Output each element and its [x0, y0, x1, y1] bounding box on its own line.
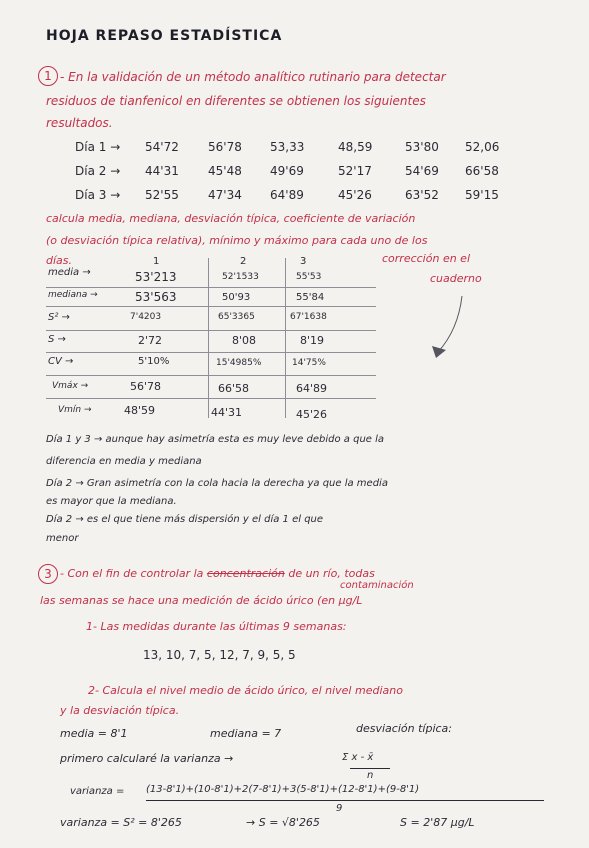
q3-mediana: mediana = 7 — [210, 727, 282, 740]
q3-varianza-intro: primero calcularé la varianza → — [60, 752, 234, 765]
table-cell: 56'78 — [130, 380, 162, 393]
day-1-value: 56'78 — [208, 140, 242, 154]
table-row-label: mediana → — [48, 290, 98, 300]
table-cell: 66'58 — [218, 382, 250, 395]
varianza-result: varianza = S² = 8'265 — [60, 816, 182, 829]
table-cell: 64'89 — [296, 382, 328, 395]
table-cell: 53'213 — [135, 270, 177, 284]
correction-note-line-1: corrección en el — [382, 252, 470, 265]
q1-statement-line-3: resultados. — [46, 116, 113, 130]
table-col-header: 2 — [240, 256, 247, 267]
table-row-label: CV → — [48, 356, 74, 367]
table-cell: 44'31 — [211, 406, 243, 419]
page-title: HOJA REPASO ESTADÍSTICA — [46, 28, 283, 44]
q1-statement-line-1: - En la validación de un método analítico rutinario para detectar — [60, 70, 446, 84]
day-1-value: 52,06 — [465, 140, 500, 154]
varianza-fraction-bar — [146, 800, 544, 801]
conclusion-line: Día 2 → es el que tiene más dispersión y el día 1 el que — [46, 514, 324, 525]
table-row-label: S → — [48, 334, 66, 345]
q1-task-line-1: calcula media, mediana, desviación típica, coeficiente de variación — [46, 212, 416, 225]
table-cell: 8'19 — [300, 334, 325, 347]
day-3-value: 52'55 — [145, 188, 179, 202]
day-2-value: 49'69 — [270, 164, 304, 178]
q3-line-1-end: de un río, todas — [288, 567, 375, 580]
desviacion-root: → S = √8'265 — [246, 816, 320, 829]
table-row-label: S² → — [48, 312, 70, 323]
table-col-header: 1 — [153, 256, 160, 267]
conclusion-line: menor — [46, 533, 79, 544]
question-3-number: 3 — [38, 564, 58, 584]
q3-data: 13, 10, 7, 5, 12, 7, 9, 5, 5 — [143, 648, 296, 662]
q3-struck-word: concentración — [206, 567, 285, 580]
day-2-label: Día 2 → — [75, 164, 121, 178]
table-row-label: media → — [48, 267, 91, 278]
conclusion-line: diferencia en media y mediana — [46, 456, 202, 467]
q3-line-2: las semanas se hace una medición de ácido úrico (en μg/L — [40, 594, 363, 607]
q3-item-1: 1- Las medidas durante las últimas 9 semanas: — [86, 620, 347, 633]
day-2-value: 54'69 — [405, 164, 439, 178]
table-cell: 53'563 — [135, 290, 177, 304]
table-cell: 8'08 — [232, 334, 257, 347]
table-cell: 7'4203 — [130, 312, 162, 322]
q3-media: media = 8'1 — [60, 727, 128, 740]
day-1-value: 54'72 — [145, 140, 179, 154]
day-2-value: 66'58 — [465, 164, 499, 178]
table-cell: 14'75% — [292, 358, 326, 368]
q1-task-line-2: (o desviación típica relativa), mínimo y máximo para cada uno de los — [46, 234, 428, 247]
day-2-value: 45'48 — [208, 164, 242, 178]
conclusion-line: Día 2 → Gran asimetría con la cola hacia la derecha ya que la media — [46, 478, 388, 489]
table-cell: 45'26 — [296, 408, 328, 421]
day-3-value: 59'15 — [465, 188, 499, 202]
table-cell: 55'84 — [296, 292, 325, 303]
day-1-value: 53'80 — [405, 140, 439, 154]
table-cell: 5'10% — [138, 356, 170, 367]
q3-item-2-line-1: 2- Calcula el nivel medio de ácido úrico, el nivel mediano — [88, 684, 403, 697]
varianza-numerator: (13-8'1)+(10-8'1)+2(7-8'1)+3(5-8'1)+(12-8'1)+(9-8'1) — [146, 784, 420, 795]
day-3-value: 45'26 — [338, 188, 372, 202]
formula-numerator: Σ x - x̄ — [342, 752, 374, 763]
q3-line-1-start: - Con el fin de controlar la — [60, 567, 204, 580]
q3-correction: contaminación — [340, 580, 414, 591]
day-3-value: 47'34 — [208, 188, 242, 202]
table-cell: 65'3365 — [218, 312, 255, 322]
conclusion-line: es mayor que la mediana. — [46, 496, 177, 507]
day-1-value: 48,59 — [338, 140, 373, 154]
day-2-value: 44'31 — [145, 164, 179, 178]
varianza-label: varianza = — [70, 786, 125, 797]
q1-statement-line-2: residuos de tianfenicol en diferentes se obtienen los siguientes — [46, 94, 426, 108]
table-cell: 52'1533 — [222, 272, 259, 282]
table-col-header: 3 — [300, 256, 307, 267]
day-2-value: 52'17 — [338, 164, 372, 178]
conclusion-line: Día 1 y 3 → aunque hay asimetría esta es muy leve debido a que la — [46, 434, 385, 445]
q3-desviacion: desviación típica: — [356, 722, 452, 735]
formula-denominator: n — [367, 770, 374, 781]
table-cell: 50'93 — [222, 292, 251, 303]
question-1-number: 1 — [38, 66, 58, 86]
day-1-value: 53,33 — [270, 140, 305, 154]
day-3-value: 64'89 — [270, 188, 304, 202]
q3-line-1 — [60, 567, 375, 580]
varianza-denominator: 9 — [336, 803, 343, 814]
day-3-label: Día 3 → — [75, 188, 121, 202]
correction-note-line-2: cuaderno — [430, 272, 482, 285]
formula-fraction-bar — [350, 768, 390, 769]
table-cell: 55'53 — [296, 272, 322, 282]
day-3-value: 63'52 — [405, 188, 439, 202]
table-cell: 67'1638 — [290, 312, 327, 322]
table-row-label: Vmáx → — [52, 381, 89, 391]
table-cell: 2'72 — [138, 334, 163, 347]
day-1-label: Día 1 → — [75, 140, 121, 154]
table-row-label: Vmín → — [58, 405, 92, 415]
table-cell: 48'59 — [124, 404, 156, 417]
q1-task-line-3: días. — [46, 254, 73, 267]
desviacion-result: S = 2'87 μg/L — [400, 816, 475, 829]
table-cell: 15'4985% — [216, 358, 262, 368]
q3-item-2-line-2: y la desviación típica. — [60, 704, 180, 717]
